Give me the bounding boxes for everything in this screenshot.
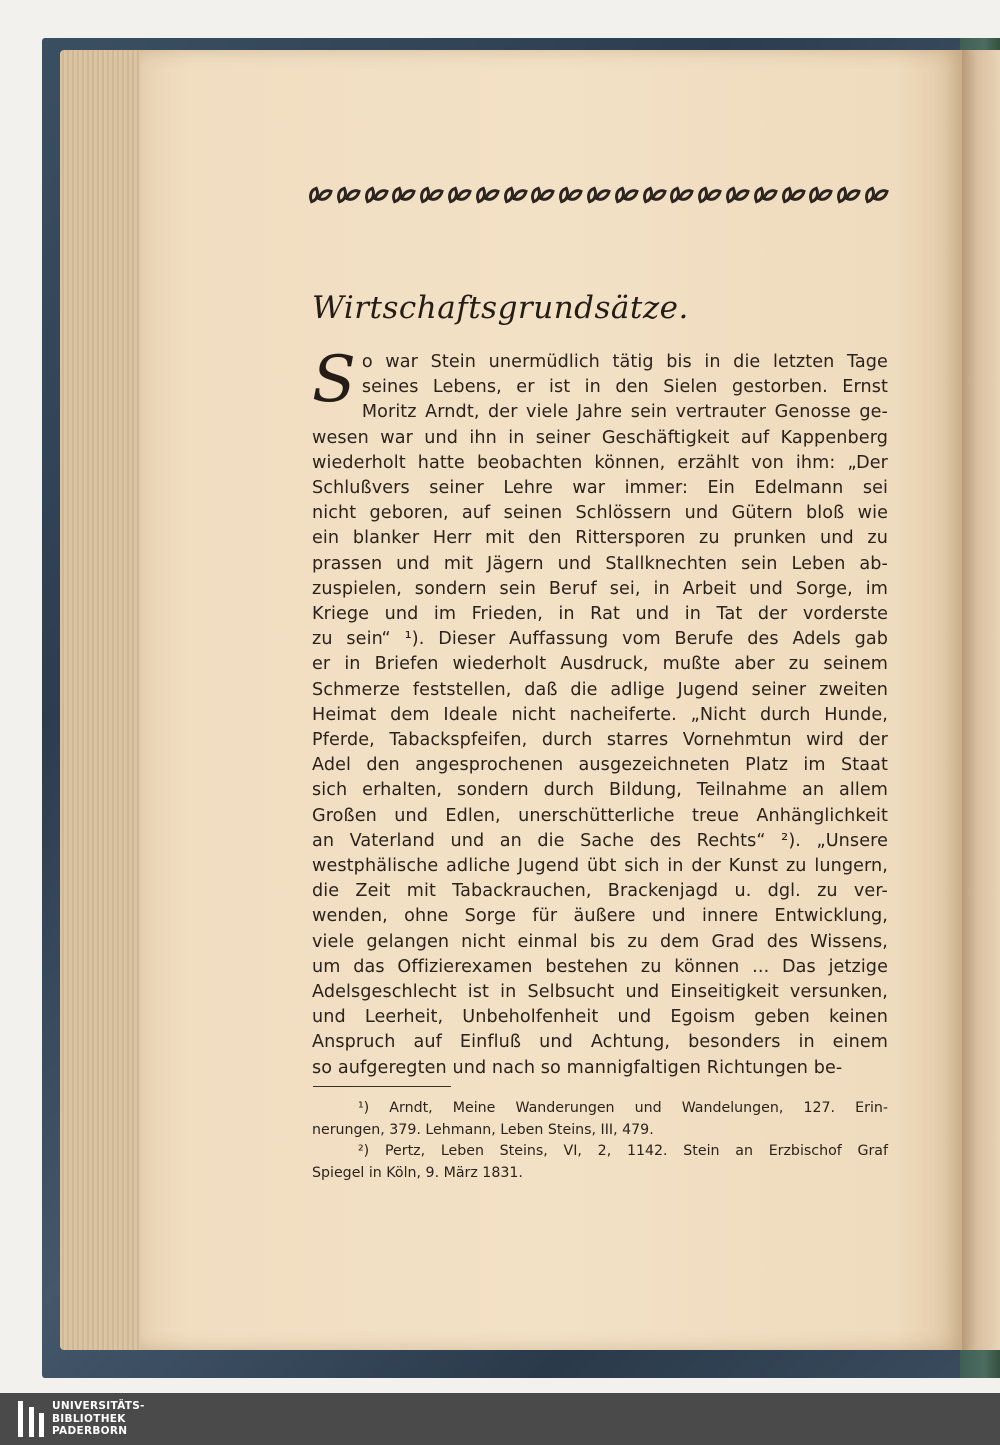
library-name-line: UNIVERSITÄTS- [52, 1400, 145, 1412]
leaf-ornament-icon [836, 183, 860, 207]
text-line: o war Stein unermüdlich tätig bis in die letzten Tage [361, 352, 888, 372]
leaf-ornament-icon [753, 183, 777, 207]
text-line: viele gelangen nicht einmal bis zu dem Grad des Wissens, [312, 931, 888, 952]
leaf-ornament-icon [419, 183, 443, 207]
footnote-line: Spiegel in Köln, 9. März 1831. [312, 1164, 523, 1181]
leaf-ornament-icon [391, 183, 415, 207]
leaf-ornament-icon [697, 183, 721, 207]
text-line: Adel den angesprochenen ausgezeichneten Platz im Staat [312, 755, 888, 776]
library-footer [0, 1393, 1000, 1445]
leaf-ornament-icon [864, 183, 888, 207]
text-line: zu sein“ ¹). Dieser Auffassung vom Berufe des Adels gab [312, 629, 888, 650]
text-line: die Zeit mit Tabackrauchen, Brackenjagd u. dgl. zu ver- [312, 881, 888, 902]
leaf-ornament-icon [503, 183, 527, 207]
leaf-ornament-icon [586, 183, 610, 207]
text-line: wesen war und ihn in seiner Geschäftigkeit auf Kappenberg [312, 427, 888, 448]
text-line: Adelsgeschlecht ist in Selbsucht und Einseitigkeit versunken, [312, 982, 888, 1003]
text-line: und Leerheit, Unbeholfenheit und Egoism geben keinen [312, 1007, 888, 1028]
text-line: seines Lebens, er ist in den Sielen gestorben. Ernst [361, 377, 888, 398]
footnote-line: ¹) Arndt, Meine Wanderungen und Wandelungen, 127. Erin- [358, 1100, 888, 1116]
body-text [312, 343, 888, 1081]
text-line: sich erhalten, sondern durch Bildung, Teilnahme an allem [312, 780, 888, 801]
leaf-ornament-icon [530, 183, 554, 207]
text-line: Heimat dem Ideale nicht nacheiferte. „Nicht durch Hunde, [312, 704, 888, 725]
library-name-line: BIBLIOTHEK [52, 1412, 126, 1425]
leaf-ornament-icon [308, 183, 332, 207]
text-line: prassen und mit Jägern und Stallknechten sein Leben ab- [312, 553, 888, 574]
chapter-heading: Wirtschaftsgrundsätze. [312, 290, 689, 326]
leaf-ornament-icon [614, 183, 638, 207]
library-name [52, 1400, 145, 1438]
leaf-ornament-icon [725, 183, 749, 207]
text-line: wenden, ohne Sorge für äußere und innere Entwicklung, [312, 906, 888, 927]
ornament-border [308, 180, 888, 210]
leaf-ornament-icon [781, 183, 805, 207]
text-line: Großen und Edlen, unerschütterliche treue Anhänglichkeit [312, 805, 888, 826]
footnote-line: nerungen, 379. Lehmann, Leben Steins, III, 479. [312, 1121, 654, 1138]
text-line: nicht geboren, auf seinen Schlössern und Gütern bloß wie [312, 503, 888, 524]
leaf-ornament-icon [364, 183, 388, 207]
text-line: Anspruch auf Einfluß und Achtung, besonders in einem [312, 1032, 888, 1053]
text-line: Schmerze feststellen, daß die adlige Jugend seiner zweiten [312, 679, 888, 700]
text-line: westphälische adliche Jugend übt sich in der Kunst zu lungern, [312, 856, 888, 877]
text-line: Pferde, Tabackspfeifen, durch starres Vornehmtun wird der [312, 730, 888, 751]
library-name-line: PADERBORN [52, 1425, 128, 1437]
leaf-ornament-icon [808, 183, 832, 207]
footnotes [312, 1098, 888, 1184]
library-logo-icon [18, 1401, 44, 1437]
text-line: Kriege und im Frieden, in Rat und in Tat der vorderste [312, 604, 888, 625]
page-gutter [962, 50, 1000, 1350]
text-line: um das Offizierexamen bestehen zu können ... Das jetzige [312, 956, 888, 977]
leaf-ornament-icon [336, 183, 360, 207]
text-line: er in Briefen wiederholt Ausdruck, mußte aber zu seinem [312, 654, 888, 675]
drop-cap: S [312, 343, 356, 417]
text-line: zuspielen, sondern sein Beruf sei, in Arbeit und Sorge, im [312, 578, 888, 599]
text-line: wiederholt hatte beobachten können, erzählt von ihm: „Der [312, 452, 888, 473]
text-line: Schlußvers seiner Lehre war immer: Ein Edelmann sei [312, 478, 888, 499]
text-line: so aufgeregten und nach so mannigfaltigen Richtungen be- [312, 1057, 843, 1078]
leaf-ornament-icon [447, 183, 471, 207]
leaf-ornament-icon [669, 183, 693, 207]
footnote-line: ²) Pertz, Leben Steins, VI, 2, 1142. Stein an Erzbischof Graf [358, 1143, 888, 1159]
footnote-rule [313, 1086, 451, 1087]
leaf-ornament-icon [475, 183, 499, 207]
text-line: an Vaterland und an die Sache des Rechts“ ²). „Unsere [312, 830, 888, 851]
leaf-ornament-icon [642, 183, 666, 207]
leaf-ornament-icon [558, 183, 582, 207]
text-line: ein blanker Herr mit den Rittersporen zu prunken und zu [312, 528, 888, 549]
text-line: Moritz Arndt, der viele Jahre sein vertrauter Genosse ge- [361, 402, 888, 423]
